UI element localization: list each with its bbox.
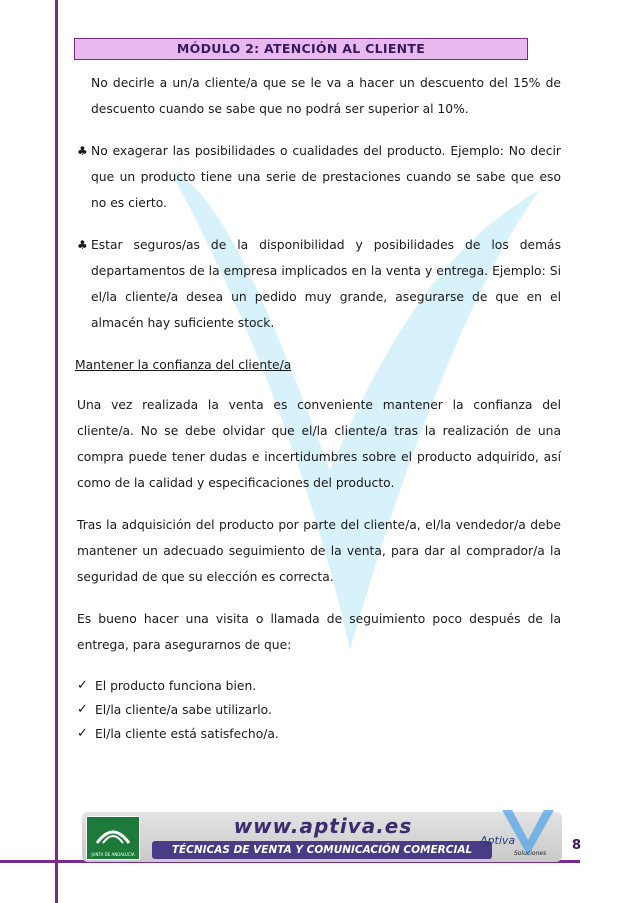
paragraph: Una vez realizada la venta es conveniente mantener la confianza del cliente/a. No se debe olvidar que el/la cliente/a tras la realización de una compra puede tener dudas e incertidumbres sobre el producto adquirido, así como de la calidad y especificaciones del producto.: [77, 398, 561, 490]
checklist-item: [77, 674, 561, 698]
footer-url: www.aptiva.es: [233, 814, 413, 838]
junta-andalucia-logo: [86, 816, 140, 860]
bullet-item: [77, 232, 561, 336]
paragraph: Tras la adquisición del producto por parte del cliente/a, el/la vendedor/a debe mantener un adecuado seguimiento de la venta, para dar al comprador/a la seguridad de que su elección es correcta.: [77, 518, 561, 584]
logo-emblem-icon: [87, 817, 139, 849]
left-margin-line: [55, 0, 58, 903]
checkmark-icon: ✓: [77, 726, 88, 741]
brand-name: Aptiva: [480, 834, 516, 847]
checkmark-icon: ✓: [77, 702, 88, 717]
bullet-item: [77, 138, 561, 216]
checkmark-icon: ✓: [77, 678, 88, 693]
continued-paragraph: No decirle a un/a cliente/a que se le va a hacer un descuento del 15% de descuento cuando se sabe que no podrá ser superior al 10%.: [91, 76, 561, 116]
checklist-text: El producto funciona bien.: [95, 679, 257, 693]
brand-tagline: Soluciones: [514, 850, 547, 857]
club-icon: ♣: [77, 144, 88, 158]
checklist-text: El/la cliente/a sabe utilizarlo.: [95, 703, 272, 717]
bullet-text: No exagerar las posibilidades o cualidades del producto. Ejemplo: No decir que un producto tiene una serie de prestaciones cuando se sabe que eso no es cierto.: [91, 144, 561, 210]
logo-caption: JUNTA DE ANDALUCIA: [91, 852, 135, 857]
checklist-item: [77, 698, 561, 722]
club-icon: ♣: [77, 238, 88, 252]
module-header: MÓDULO 2: ATENCIÓN AL CLIENTE: [74, 38, 528, 60]
section-title: Mantener la confianza del cliente/a: [75, 358, 292, 372]
page-number: 8: [572, 838, 582, 853]
page-content: [77, 70, 561, 746]
checklist-item: [77, 722, 561, 746]
footer-subtitle: TÉCNICAS DE VENTA Y COMUNICACIÓN COMERCIAL: [152, 841, 492, 859]
bullet-text: Estar seguros/as de la disponibilidad y posibilidades de los demás departamentos de la empresa implicados en la venta y entrega. Ejemplo: Si el/la cliente/a desea un pedido muy grande, asegurarse de que en el almacén hay suficiente stock.: [91, 238, 561, 330]
checklist-text: El/la cliente está satisfecho/a.: [95, 727, 279, 741]
footer-banner: [82, 812, 562, 862]
paragraph: Es bueno hacer una visita o llamada de seguimiento poco después de la entrega, para asegurarnos de que:: [77, 612, 561, 652]
